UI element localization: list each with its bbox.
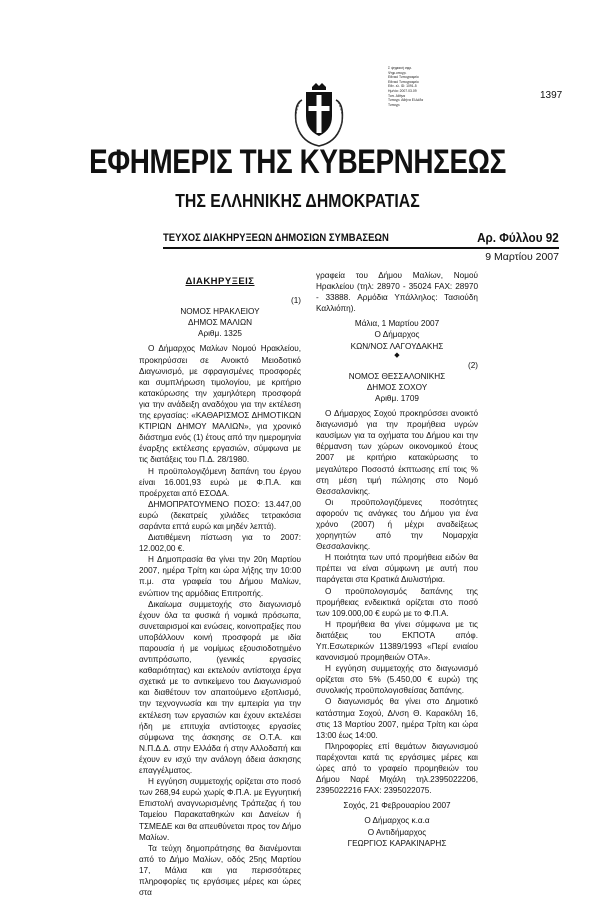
right-column <box>316 270 478 849</box>
item-number: (1) <box>290 296 301 306</box>
paragraph: Ο προϋπολογισμός δαπάνης της προμήθειας ενδεικτικά ορίζεται στο ποσό των 109.000,00 € ευρώ με το Φ.Π.Α. <box>316 586 478 618</box>
digital-signature-note <box>388 66 468 107</box>
issue-row <box>163 230 559 246</box>
side-note-line: Ημ/νία: 2007.03.09 <box>388 88 417 93</box>
paragraph: Οι προϋπολογιζόμενες ποσότητες αφορούν τις ανάγκες του Δήμου για ένα χρόνο (2007) ή μέχρι αναδείξεως χορηγητών από την Νομαρχία Θεσσαλονίκης. <box>316 497 478 552</box>
signer-name: ΚΩΝ/ΝΟΣ ΛΑΓΟΥΔΑΚΗΣ <box>350 341 444 351</box>
paragraph: Πληροφορίες επί θεμάτων διαγωνισμού παρέχονται κατά τις εργάσιμες μέρες και ώρες από το γραφείο προμηθειών του Δήμου Ναρέ Μιχάλη τηλ.2395022206, 2395022216 FAX: 2395022075. <box>316 741 478 796</box>
prefecture: ΝΟΜΟΣ ΘΕΣΣΑΛΟΝΙΚΗΣ <box>348 371 446 381</box>
paragraph: Η προϋπολογιζόμενη δαπάνη του έργου είναι 16.001,93 ευρώ με Φ.Π.Α. και προέρχεται από ΕΣΟΔΑ. <box>139 466 301 498</box>
paragraph: Ο Δήμαρχος Σοχού προκηρύσσει ανοικτό διαγωνισμό για την προμήθεια υγρών καυσίμων για τα οχήματα του Δήμου και την θέρμανση των χώρων οικονομικού έτους 2007 με κριτήριο κατακύρωσης το μεγαλύτερο Ποσοστό έκπτωσης επί τοις % στη μέση τιμή πώλησης στο Νομό Θεσσαλονίκης. <box>316 409 478 496</box>
signer-name: ΓΕΩΡΓΙΟΣ ΚΑΡΑΚΙΝΑΡΗΣ <box>347 838 447 848</box>
item-number: (2) <box>467 360 478 370</box>
left-column <box>139 276 301 898</box>
place-date: Σοχός, 21 Φεβρουαρίου 2007 <box>343 801 451 811</box>
side-note-line: Τοπ. Αθήνα <box>388 93 406 98</box>
separator-diamond-icon: ◆ <box>394 351 400 359</box>
paragraph: Η Δημοπρασία θα γίνει την 20η Μαρτίου 2007, ημέρα Τρίτη και ώρα λήξης την 10:00 π.μ. στα γραφεία του Δήμου Μαλίων, ενώπιον της αρμόδιας Επιτροπής. <box>139 555 301 598</box>
paragraph: γραφεία του Δήμου Μαλίων, Νομού Ηρακλείου (τηλ: 28970 - 35024 FAX: 28970 - 33888. Αρμόδια Υπάλληλος: Τασιούδη Καλλιόπη). <box>316 271 478 314</box>
issue-title: ΤΕΥΧΟΣ ΔΙΑΚΗΡΥΞΕΩΝ ΔΗΜΟΣΙΩΝ ΣΥΜΒΑΣΕΩΝ <box>163 232 389 244</box>
paragraph: Η εγγύηση συμμετοχής στο διαγωνισμό ορίζεται στο 5% (5.450,00 € ευρώ) της συνολικής προϋπολογισθείσας δαπάνης. <box>316 664 478 696</box>
reference-number: Αριθμ. 1325 <box>198 329 242 339</box>
paragraph: Η προμήθεια θα γίνει σύμφωνα με τις διατάξεις του ΕΚΠΟΤΑ απόφ. Υπ.Εσωτερικών 11389/1993 «Περί ενιαίου κανονισμού προμηθειών ΟΤΑ». <box>316 619 478 663</box>
sheet-value: 92 <box>545 230 559 245</box>
paragraph: Η εγγύηση συμμετοχής ορίζεται στο ποσό των 268,94 ευρώ χωρίς Φ.Π.Α. με Εγγυητική Επιστολή αναγνωρισμένης Τράπεζας ή του Ταμείου Παρακαταθηκών και Δανείων ή ΤΣΜΕΔΕ και θα απευθύνεται προς τον Δήμο Μαλίων. <box>139 777 301 842</box>
gazette-title: ΕΦΗΜΕΡΙΣ ΤΗΣ ΚΥΒΕΡΝΗΣΕΩΣ <box>89 143 506 181</box>
gazette-subtitle: ΤΗΣ ΕΛΛΗΝΙΚΗΣ ΔΗΜΟΚΡΑΤΙΑΣ <box>175 191 420 211</box>
paragraph: Ο Δήμαρχος Μαλίων Νομού Ηρακλείου, προκηρύσσει σε Ανοικτό Μειοδοτικό Διαγωνισμό, με σφραγισμένες προσφορές και συμπλήρωση τιμολογίου, με κριτήριο κατακύρωσης την χαμηλότερη προσφορά για την ανάδειξη αναδόχου για την εκτέλεση της εργασίας: «ΚΑΘΑΡΙΣΜΟΣ ΔΗΜΟΤΙΚΩΝ ΚΤΙΡΙΩΝ ΔΗΜΟΥ ΜΑΛΙΩΝ», για χρονικό διάστημα ενός (1) έτους από την ημερομηνία έναρξης εκτέλεσης εργασιών, σύμφωνα με τις διατάξεις του Π.Δ. 28/1980. <box>139 344 301 465</box>
section-heading: ΔΙΑΚΗΡΥΞΕΙΣ <box>185 276 255 287</box>
municipality: ΔΗΜΟΣ ΣΟΧΟΥ <box>366 382 428 392</box>
paragraph: Η ποιότητα των υπό προμήθεια ειδών θα πρέπει να είναι σύμφωνη με αυτή που παράγεται στα Κρατικά Διυλιστήρια. <box>316 553 478 585</box>
paragraph: Τα τεύχη δημοπράτησης θα διανέμονται από το Δήμο Μαλίων, οδός 25ης Μαρτίου 17, Μάλια και για περισσότερες πληροφορίες τις εργάσιμες μέρες και ώρες στα <box>139 843 301 898</box>
municipality: ΔΗΜΟΣ ΜΑΛΙΩΝ <box>188 318 252 328</box>
place-date: Μάλια, 1 Μαρτίου 2007 <box>354 319 440 329</box>
side-note-line: Εθνικό Τυπογραφείο <box>388 79 419 84</box>
header-rule <box>163 247 559 249</box>
signer-title: Ο Δήμαρχος κ.α.α <box>364 816 430 826</box>
greek-coat-of-arms-icon <box>290 82 348 150</box>
page-number: 1397 <box>540 90 563 101</box>
prefecture: ΝΟΜΟΣ ΗΡΑΚΛΕΙΟΥ <box>180 307 260 317</box>
side-note-line: Τυπογρ. <box>388 102 401 107</box>
sheet-number <box>477 230 559 245</box>
sheet-label: Αρ. Φύλλου <box>477 230 543 245</box>
signer-role: Ο Αντιδήμαρχος <box>367 827 427 837</box>
paragraph: Διατιθέμενη πίστωση για το 2007: 12.002,00 €. <box>139 533 301 554</box>
signer-title: Ο Δήμαρχος <box>374 330 420 340</box>
paragraph: Ο διαγωνισμός θα γίνει στο Δημοτικό κατάστημα Σοχού, Δ/νση Θ. Καρακόλη 16, στις 13 Μαρτίου 2007, ημέρα Τρίτη και ώρα 13:00 έως 14:00. <box>316 697 478 740</box>
issue-date: 9 Μαρτίου 2007 <box>485 251 559 263</box>
side-note-line: Τυπογρ. Αθήνα Ελλάδα <box>388 98 424 103</box>
side-note-line: Εθν. ελ. ID: 1091-5 <box>388 84 417 89</box>
paragraph: ΔΗΜΟΠΡΑΤΟΥΜΕΝΟ ΠΟΣΟ: 13.447,00 ευρώ (δεκατρείς χιλιάδες τετρακόσια σαράντα επτά ευρώ και μηδέν λεπτά). <box>139 499 301 531</box>
side-note-line: Σ ψηφιακή σφρ. <box>388 66 412 70</box>
side-note-line: Ψηφ.υπογρ. <box>388 70 407 75</box>
side-note-line: Εθνικό Τυπογραφείο <box>388 75 419 80</box>
paragraph: Δικαίωμα συμμετοχής στο διαγωνισμό έχουν όλα τα φυσικά ή νομικά πρόσωπα, συνεταιρισμοί και ενώσεις, κοινοπραξίες που υποβάλλουν κοινή προσφορά με ιδία παρουσία ή με νομίμως εξουσιοδοτημένο αντιπρόσωπο, (γενικές εργασίες καθαριότητας) και εκτελούν αντίστοιχα έργα σχετικά με το αντικείμενο του Διαγωνισμού και διαθέτουν τον απαιτούμενο εξοπλισμό, την τεχνογνωσία και την εμπειρία για την εκτέλεση των εργασιών και έχουν εκτελέσει ήδη με επιτυχία αντίστοιχες εργασίες σύμφωνα της άσκησης σε Ο.Τ.Α. και Ν.Π.Δ.Δ. στην Ελλάδα ή στην Αλλοδαπή και έχουν εν ισχύ την ανάλογη άδεια άσκησης επαγγέλματος. <box>139 599 301 776</box>
reference-number: Αριθμ. 1709 <box>375 393 419 403</box>
